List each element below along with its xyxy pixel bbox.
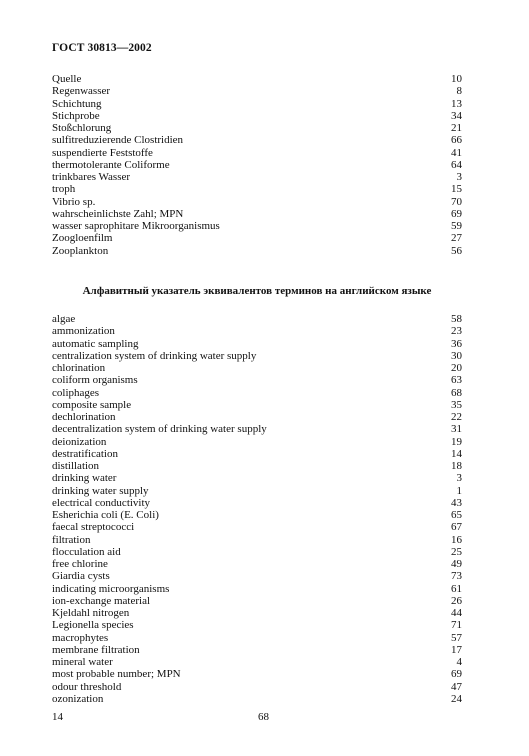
index-term: wahrscheinlichste Zahl; MPN bbox=[52, 207, 184, 220]
index-term: odour threshold bbox=[52, 680, 122, 693]
index-term: dechlorination bbox=[52, 411, 116, 423]
index-term: Quelle bbox=[52, 73, 82, 85]
index-page-number: 30 bbox=[451, 349, 462, 362]
index-page-number: 3 bbox=[456, 472, 462, 485]
index-entry bbox=[52, 362, 462, 374]
index-page-number: 35 bbox=[451, 398, 462, 411]
index-entry bbox=[52, 110, 462, 122]
index-page-number: 73 bbox=[451, 570, 462, 583]
index-term: Legionella species bbox=[52, 619, 134, 632]
index-page-number: 66 bbox=[451, 134, 462, 147]
index-page-number: 18 bbox=[451, 460, 462, 472]
index-page-number: 27 bbox=[451, 232, 462, 245]
footer-page-number: 68 bbox=[258, 711, 269, 723]
index-term: sulfitreduzierende Clostridien bbox=[52, 134, 184, 147]
index-page-number: 1 bbox=[456, 484, 462, 497]
index-entry bbox=[52, 183, 462, 195]
index-page-number: 31 bbox=[451, 423, 462, 436]
index-page-number: 17 bbox=[451, 643, 462, 656]
index-page-number: 47 bbox=[451, 680, 462, 693]
index-page-number: 57 bbox=[451, 631, 462, 644]
index-term: membrane filtration bbox=[52, 643, 140, 656]
index-term: ammonization bbox=[52, 325, 115, 338]
index-entry bbox=[52, 632, 462, 644]
index-term: troph bbox=[52, 183, 76, 196]
index-entry bbox=[52, 387, 462, 399]
index-term: ion-exchange material bbox=[52, 594, 151, 607]
index-entry bbox=[52, 509, 462, 521]
index-page-number: 56 bbox=[451, 244, 462, 257]
index-page-number: 22 bbox=[451, 411, 462, 423]
index-entry bbox=[52, 472, 462, 484]
index-term: Kjeldahl nitrogen bbox=[52, 607, 130, 619]
index-entry bbox=[52, 399, 462, 411]
index-entry bbox=[52, 607, 462, 619]
index-term: distillation bbox=[52, 460, 100, 472]
index-entry bbox=[52, 583, 462, 595]
index-entry bbox=[52, 558, 462, 570]
index-page-number: 19 bbox=[451, 435, 462, 448]
index-entry bbox=[52, 497, 462, 509]
index-entry bbox=[52, 134, 462, 146]
index-entry bbox=[52, 656, 462, 668]
index-page-number: 14 bbox=[451, 447, 462, 460]
index-page-number: 43 bbox=[451, 496, 462, 509]
index-term: Vibrio sp. bbox=[52, 195, 96, 208]
index-term: flocculation aid bbox=[52, 545, 121, 558]
index-term: suspendierte Feststoffe bbox=[52, 146, 153, 159]
index-entry bbox=[52, 436, 462, 448]
index-term: deionization bbox=[52, 435, 107, 448]
index-entry bbox=[52, 460, 462, 472]
index-page-number: 65 bbox=[451, 509, 462, 521]
index-term: Zooplankton bbox=[52, 244, 109, 257]
index-entry bbox=[52, 122, 462, 134]
index-term: Zoogloenfilm bbox=[52, 232, 113, 245]
index-page-number: 23 bbox=[451, 325, 462, 338]
index-term: Esherichia coli (E. Coli) bbox=[52, 509, 159, 521]
german-terms-list bbox=[52, 73, 462, 257]
index-page-number: 10 bbox=[451, 73, 462, 85]
index-entry bbox=[52, 668, 462, 680]
index-term: indicating microorganisms bbox=[52, 582, 170, 595]
index-page-number: 36 bbox=[451, 337, 462, 350]
index-entry bbox=[52, 485, 462, 497]
english-terms-list bbox=[52, 313, 462, 705]
index-term: ozonization bbox=[52, 692, 104, 705]
index-term: filtration bbox=[52, 533, 91, 546]
index-term: wasser saprophitare Mikroorganismus bbox=[52, 220, 220, 232]
index-entry bbox=[52, 619, 462, 631]
index-term: Stichprobe bbox=[52, 109, 100, 122]
index-page-number: 26 bbox=[451, 594, 462, 607]
index-page-number: 49 bbox=[451, 558, 462, 570]
index-term: decentralization system of drinking water supply bbox=[52, 423, 267, 436]
index-page-number: 64 bbox=[451, 158, 462, 171]
index-term: centralization system of drinking water supply bbox=[52, 349, 257, 362]
index-page-number: 24 bbox=[451, 692, 462, 705]
index-page-number: 16 bbox=[451, 533, 462, 546]
index-term: Regenwasser bbox=[52, 85, 111, 98]
index-page-number: 61 bbox=[451, 582, 462, 595]
index-page-number: 69 bbox=[451, 668, 462, 681]
index-entry bbox=[52, 448, 462, 460]
index-page-number: 70 bbox=[451, 195, 462, 208]
index-entry bbox=[52, 325, 462, 337]
index-page-number: 68 bbox=[451, 386, 462, 399]
index-term: destratification bbox=[52, 447, 118, 460]
index-term: thermotolerante Coliforme bbox=[52, 158, 170, 171]
index-entry bbox=[52, 98, 462, 110]
index-page-number: 67 bbox=[451, 521, 462, 534]
index-term: chlorination bbox=[52, 362, 106, 374]
index-entry bbox=[52, 338, 462, 350]
index-entry bbox=[52, 208, 462, 220]
index-entry bbox=[52, 374, 462, 386]
index-entry bbox=[52, 423, 462, 435]
index-entry bbox=[52, 644, 462, 656]
index-term: drinking water bbox=[52, 472, 117, 485]
index-term: Stoßchlorung bbox=[52, 122, 112, 134]
index-term: trinkbares Wasser bbox=[52, 171, 131, 183]
index-entry bbox=[52, 350, 462, 362]
index-entry bbox=[52, 196, 462, 208]
index-term: mineral water bbox=[52, 656, 113, 668]
index-page-number: 69 bbox=[451, 207, 462, 220]
index-entry bbox=[52, 245, 462, 257]
index-page-number: 71 bbox=[451, 619, 462, 632]
document-header: ГОСТ 30813—2002 bbox=[52, 42, 152, 54]
index-term: coliphages bbox=[52, 386, 100, 399]
index-term: most probable number; MPN bbox=[52, 668, 181, 681]
index-page-number: 44 bbox=[451, 607, 462, 619]
index-entry bbox=[52, 220, 462, 232]
index-entry bbox=[52, 570, 462, 582]
index-page-number: 4 bbox=[456, 656, 462, 668]
index-entry bbox=[52, 232, 462, 244]
index-page-number: 63 bbox=[451, 374, 462, 387]
footer-left-number: 14 bbox=[52, 711, 63, 723]
index-page-number: 13 bbox=[451, 97, 462, 110]
index-page-number: 34 bbox=[451, 109, 462, 122]
index-entry bbox=[52, 681, 462, 693]
index-page-number: 15 bbox=[451, 183, 462, 196]
index-term: automatic sampling bbox=[52, 337, 139, 350]
index-page-number: 59 bbox=[451, 220, 462, 232]
index-entry bbox=[52, 171, 462, 183]
index-term: Schichtung bbox=[52, 97, 102, 110]
index-entry bbox=[52, 85, 462, 97]
index-term: coliform organisms bbox=[52, 374, 138, 387]
index-term: algae bbox=[52, 313, 76, 325]
index-entry bbox=[52, 313, 462, 325]
section-title: Алфавитный указатель эквивалентов терминов на английском языке bbox=[82, 285, 432, 297]
index-entry bbox=[52, 595, 462, 607]
index-entry bbox=[52, 521, 462, 533]
index-entry bbox=[52, 73, 462, 85]
index-term: Giardia cysts bbox=[52, 570, 110, 583]
index-term: faecal streptococci bbox=[52, 521, 135, 534]
index-entry bbox=[52, 159, 462, 171]
index-page-number: 58 bbox=[451, 313, 462, 325]
index-page-number: 21 bbox=[451, 122, 462, 134]
index-term: drinking water supply bbox=[52, 484, 149, 497]
index-page-number: 20 bbox=[451, 362, 462, 374]
index-page-number: 8 bbox=[456, 85, 462, 98]
index-entry bbox=[52, 411, 462, 423]
index-entry bbox=[52, 693, 462, 705]
index-term: composite sample bbox=[52, 398, 132, 411]
index-term: free chlorine bbox=[52, 558, 108, 570]
index-entry bbox=[52, 546, 462, 558]
index-page-number: 25 bbox=[451, 545, 462, 558]
index-page-number: 41 bbox=[451, 146, 462, 159]
index-entry bbox=[52, 534, 462, 546]
index-entry bbox=[52, 147, 462, 159]
index-term: macrophytes bbox=[52, 631, 109, 644]
index-page-number: 3 bbox=[456, 171, 462, 183]
index-term: electrical conductivity bbox=[52, 496, 151, 509]
